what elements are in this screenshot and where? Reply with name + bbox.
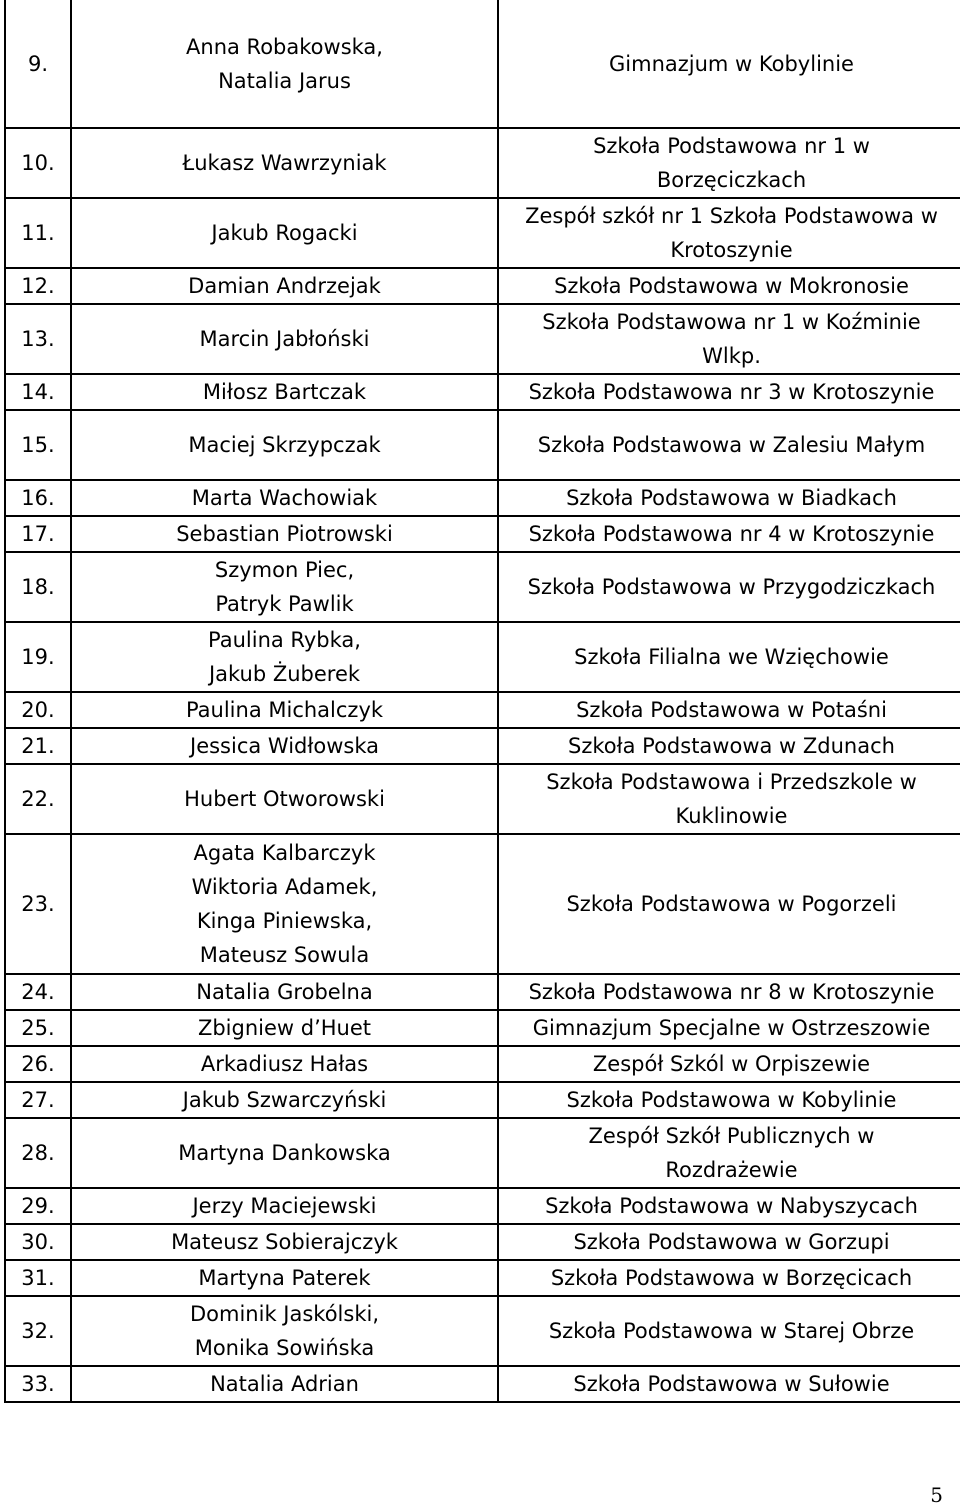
table-row <box>5 0 960 128</box>
school-name <box>498 1082 960 1118</box>
table-row <box>5 268 960 304</box>
school-name-line: Szkoła Filialna we Wzięchowie <box>574 645 889 669</box>
participant-name: Martyna Dankowska <box>178 1141 391 1165</box>
school-name-line: Szkoła Podstawowa nr 4 w Krotoszynie <box>528 522 935 546</box>
participant-name: Natalia Adrian <box>210 1372 359 1396</box>
participant-name: Paulina Michalczyk <box>185 698 384 722</box>
school-name <box>498 834 960 974</box>
participant-name: Damian Andrzejak <box>188 274 381 298</box>
row-number: 11. <box>5 198 71 268</box>
participant-name: Jakub Rogacki <box>211 221 358 245</box>
school-name-line: Szkoła Podstawowa w Biadkach <box>566 486 897 510</box>
participant-names <box>71 728 498 764</box>
table-row <box>5 692 960 728</box>
school-name-line: Szkoła Podstawowa w Mokronosie <box>554 274 909 298</box>
participant-names <box>71 1366 498 1402</box>
school-name <box>498 728 960 764</box>
participant-names <box>71 1082 498 1118</box>
participant-name: Natalia Grobelna <box>196 980 373 1004</box>
participant-name: Jessica Widłowska <box>190 734 379 758</box>
school-name-line: Szkoła Podstawowa nr 3 w Krotoszynie <box>528 380 935 404</box>
participant-names <box>71 480 498 516</box>
school-name <box>498 480 960 516</box>
school-name <box>498 410 960 480</box>
participant-name: Łukasz Wawrzyniak <box>182 151 387 175</box>
participant-names <box>71 516 498 552</box>
school-name <box>498 198 960 268</box>
participant-name: Mateusz Sobierajczyk <box>171 1230 398 1254</box>
row-number: 19. <box>5 622 71 692</box>
table-row <box>5 728 960 764</box>
school-name-line: Szkoła Podstawowa nr 8 w Krotoszynie <box>528 980 935 1004</box>
table-row <box>5 552 960 622</box>
participant-name: Jerzy Maciejewski <box>192 1194 377 1218</box>
participant-names <box>71 198 498 268</box>
table-row <box>5 1082 960 1118</box>
participant-names <box>71 1260 498 1296</box>
participant-name: Patryk Pawlik <box>215 592 354 616</box>
school-name <box>498 304 960 374</box>
participant-name: Paulina Rybka, <box>208 628 361 652</box>
row-number: 22. <box>5 764 71 834</box>
participant-name: Mateusz Sowula <box>199 943 370 967</box>
table-row <box>5 622 960 692</box>
row-number: 30. <box>5 1224 71 1260</box>
participant-name: Szymon Piec, <box>214 558 355 582</box>
school-name <box>498 1366 960 1402</box>
participant-names <box>71 764 498 834</box>
participant-name: Arkadiusz Hałas <box>200 1052 369 1076</box>
school-name-line: Zespół Szkól w Orpiszewie <box>592 1052 871 1076</box>
participant-names <box>71 1046 498 1082</box>
school-name <box>498 1224 960 1260</box>
participant-names <box>71 268 498 304</box>
school-name <box>498 692 960 728</box>
school-name-line: Wlkp. <box>702 344 761 368</box>
row-number: 16. <box>5 480 71 516</box>
row-number: 25. <box>5 1010 71 1046</box>
school-name-line: Szkoła Podstawowa w Potaśni <box>576 698 887 722</box>
participant-name: Miłosz Bartczak <box>202 380 367 404</box>
school-name <box>498 1010 960 1046</box>
table-row <box>5 304 960 374</box>
row-number: 21. <box>5 728 71 764</box>
school-name-line: Szkoła Podstawowa nr 1 w <box>593 134 870 158</box>
participant-names <box>71 1188 498 1224</box>
school-name <box>498 374 960 410</box>
row-number: 12. <box>5 268 71 304</box>
school-name-line: Krotoszynie <box>670 238 793 262</box>
participant-names <box>71 1118 498 1188</box>
table-row <box>5 1366 960 1402</box>
participant-names <box>71 1224 498 1260</box>
participant-names <box>71 1296 498 1366</box>
participant-names <box>71 692 498 728</box>
row-number: 15. <box>5 410 71 480</box>
school-name-line: Szkoła Podstawowa w Nabyszycach <box>545 1194 918 1218</box>
participant-name: Hubert Otworowski <box>184 787 385 811</box>
participant-names <box>71 974 498 1010</box>
participant-names <box>71 834 498 974</box>
table-row <box>5 974 960 1010</box>
school-name-line: Szkoła Podstawowa w Sułowie <box>573 1372 890 1396</box>
school-name-line: Szkoła Podstawowa w Zdunach <box>568 734 895 758</box>
school-name-line: Szkoła Podstawowa w Starej Obrze <box>548 1319 915 1343</box>
table-row <box>5 410 960 480</box>
participant-name: Dominik Jaskólski, <box>190 1302 379 1326</box>
participant-name: Agata Kalbarczyk <box>193 841 376 865</box>
row-number: 17. <box>5 516 71 552</box>
school-name <box>498 1296 960 1366</box>
page-number: 5 <box>930 1483 943 1507</box>
participant-name: Martyna Paterek <box>198 1266 371 1290</box>
participant-name: Anna Robakowska, <box>186 34 383 59</box>
participant-name: Sebastian Piotrowski <box>176 522 393 546</box>
participant-names <box>71 374 498 410</box>
school-name <box>498 1118 960 1188</box>
participant-names <box>71 304 498 374</box>
school-name <box>498 128 960 198</box>
table-row <box>5 1224 960 1260</box>
table-row <box>5 1118 960 1188</box>
school-name <box>498 516 960 552</box>
table-row <box>5 1188 960 1224</box>
school-name-line: Zespół szkół nr 1 Szkoła Podstawowa w <box>525 204 938 228</box>
school-name <box>498 1260 960 1296</box>
participants-table <box>4 0 960 1403</box>
row-number: 27. <box>5 1082 71 1118</box>
table-row <box>5 1260 960 1296</box>
row-number: 33. <box>5 1366 71 1402</box>
table-row <box>5 764 960 834</box>
participant-names <box>71 0 498 128</box>
participant-name: Monika Sowińska <box>194 1336 375 1360</box>
school-name-line: Rozdrażewie <box>665 1158 798 1182</box>
table-row <box>5 834 960 974</box>
participant-names <box>71 552 498 622</box>
participant-names <box>71 128 498 198</box>
school-name-line: Kuklinowie <box>675 804 788 828</box>
table-row <box>5 480 960 516</box>
school-name-line: Szkoła Podstawowa w Borzęcicach <box>550 1266 913 1290</box>
school-name-line: Gimnazjum w Kobylinie <box>609 51 854 76</box>
row-number: 29. <box>5 1188 71 1224</box>
table-row <box>5 1010 960 1046</box>
table-row <box>5 128 960 198</box>
school-name-line: Szkoła Podstawowa nr 1 w Koźminie <box>542 310 921 334</box>
table-row <box>5 1296 960 1366</box>
row-number: 10. <box>5 128 71 198</box>
row-number: 9. <box>5 0 71 128</box>
table-row <box>5 198 960 268</box>
row-number: 13. <box>5 304 71 374</box>
participant-name: Jakub Szwarczyński <box>182 1088 387 1112</box>
participant-name: Kinga Piniewska, <box>196 909 373 933</box>
school-name <box>498 622 960 692</box>
school-name-line: Borzęciczkach <box>656 168 807 192</box>
participants-table-body <box>5 0 960 1402</box>
row-number: 24. <box>5 974 71 1010</box>
school-name-line: Zespół Szkół Publicznych w <box>588 1124 875 1148</box>
participant-names <box>71 622 498 692</box>
row-number: 26. <box>5 1046 71 1082</box>
participant-name: Zbigniew d’Huet <box>197 1016 372 1040</box>
row-number: 28. <box>5 1118 71 1188</box>
school-name-line: Szkoła Podstawowa w Zalesiu Małym <box>537 433 926 457</box>
school-name <box>498 552 960 622</box>
row-number: 31. <box>5 1260 71 1296</box>
participant-names <box>71 410 498 480</box>
school-name <box>498 1188 960 1224</box>
table-row <box>5 516 960 552</box>
school-name-line: Szkoła Podstawowa w Przygodziczkach <box>527 575 936 599</box>
school-name <box>498 0 960 128</box>
participant-name: Marta Wachowiak <box>191 486 378 510</box>
school-name <box>498 974 960 1010</box>
school-name <box>498 1046 960 1082</box>
table-row <box>5 1046 960 1082</box>
participant-name: Maciej Skrzypczak <box>188 433 381 457</box>
school-name-line: Gimnazjum Specjalne w Ostrzeszowie <box>532 1016 931 1040</box>
row-number: 18. <box>5 552 71 622</box>
participant-names <box>71 1010 498 1046</box>
row-number: 32. <box>5 1296 71 1366</box>
participant-name: Jakub Żuberek <box>208 662 361 686</box>
school-name-line: Szkoła Podstawowa w Gorzupi <box>573 1230 890 1254</box>
row-number: 14. <box>5 374 71 410</box>
school-name <box>498 268 960 304</box>
school-name <box>498 764 960 834</box>
row-number: 23. <box>5 834 71 974</box>
participant-name: Natalia Jarus <box>218 68 351 93</box>
participant-name: Marcin Jabłoński <box>199 327 370 351</box>
school-name-line: Szkoła Podstawowa i Przedszkole w <box>546 770 917 794</box>
participant-name: Wiktoria Adamek, <box>191 875 378 899</box>
school-name-line: Szkoła Podstawowa w Pogorzeli <box>566 892 897 916</box>
table-row <box>5 374 960 410</box>
row-number: 20. <box>5 692 71 728</box>
school-name-line: Szkoła Podstawowa w Kobylinie <box>566 1088 897 1112</box>
